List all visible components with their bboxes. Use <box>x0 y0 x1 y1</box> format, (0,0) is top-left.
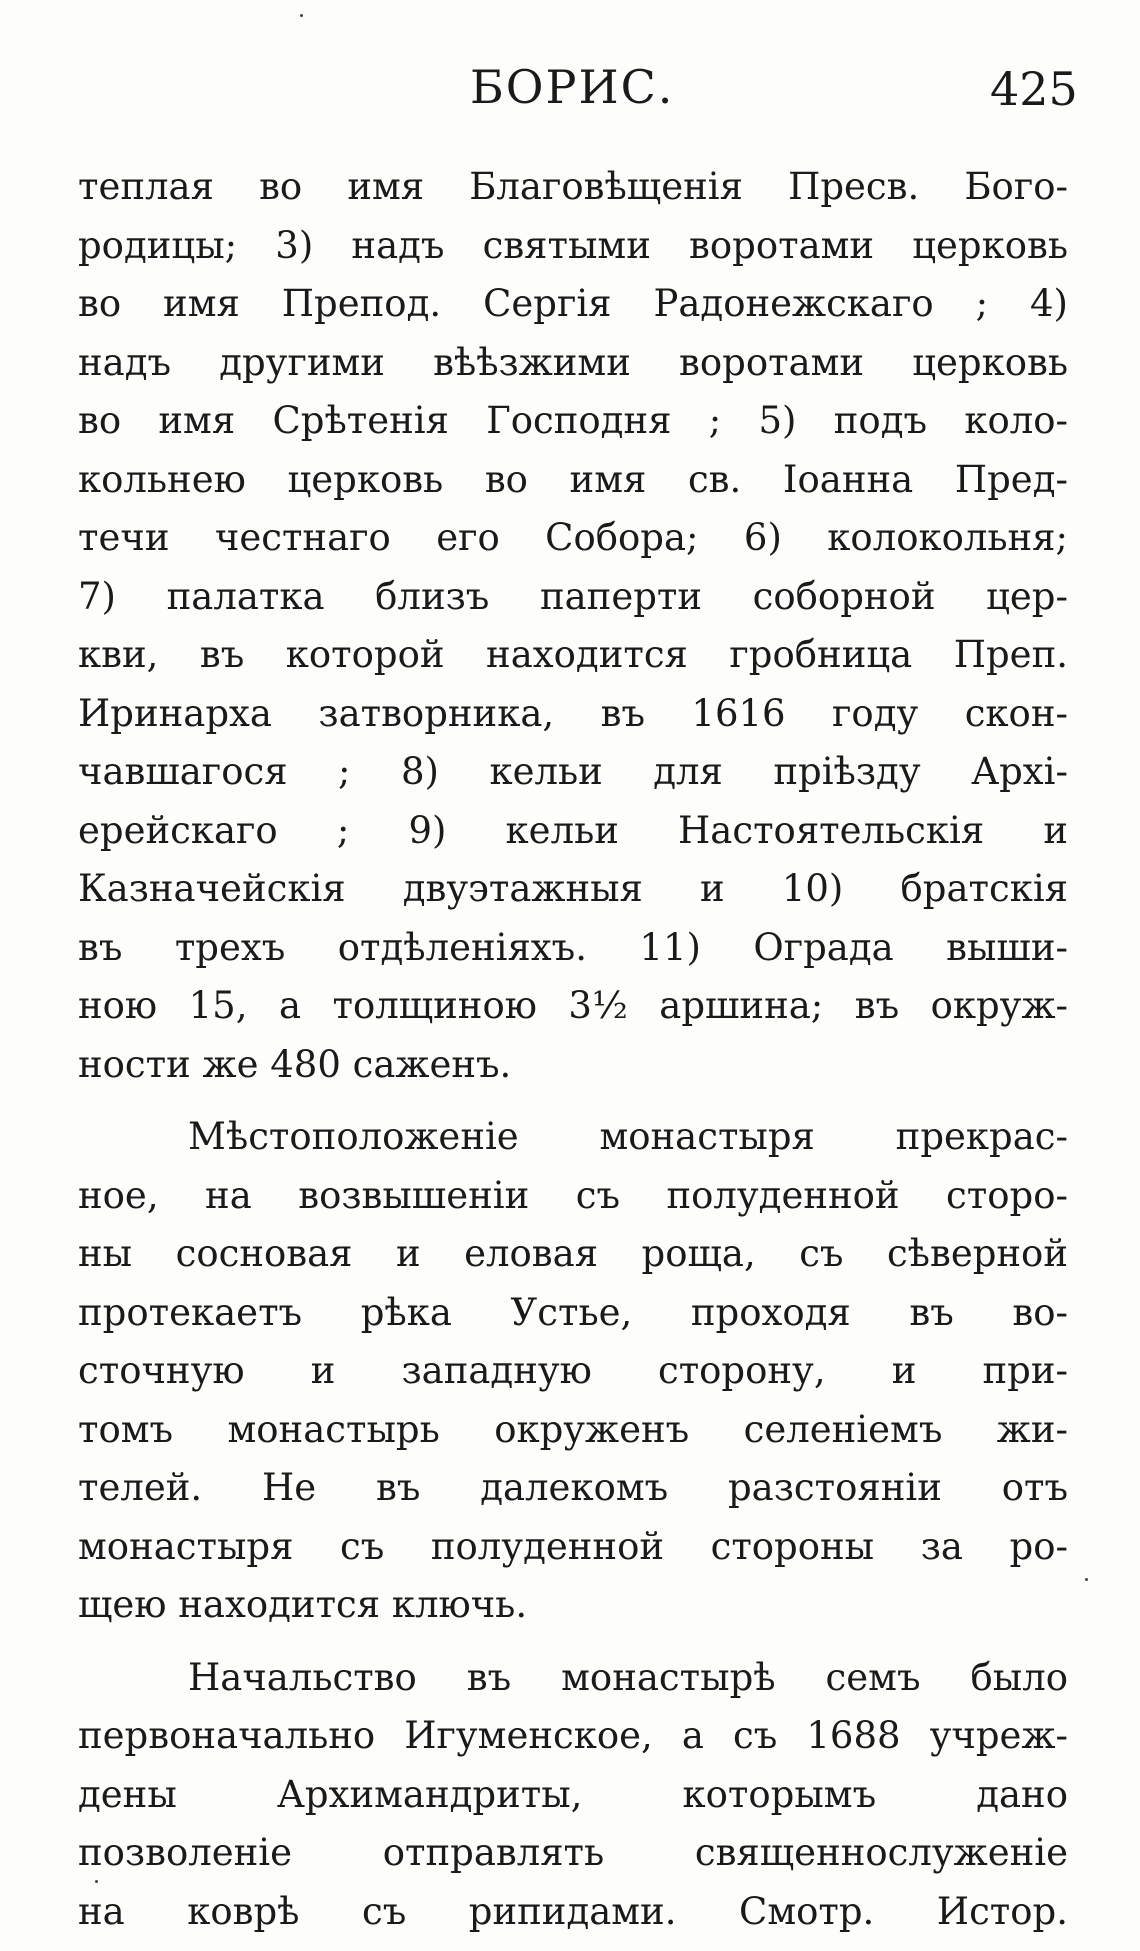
print-speck <box>95 1880 98 1883</box>
text-line: течи честнаго его Собора; 6) колокольня; <box>78 516 1068 559</box>
body-text <box>78 158 1068 1941</box>
running-title: БОРИС. <box>470 60 675 114</box>
text-line: во имя Срѣтенія Господня ; 5) подъ коло- <box>78 399 1068 442</box>
text-line: кольнею церковь во имя св. Іоанна Пред- <box>78 457 1068 501</box>
text-line: телей. Не въ далекомъ разстояніи отъ <box>78 1466 1068 1509</box>
text-line: сточную и западную сторону, и при- <box>78 1349 1068 1392</box>
print-speck <box>1085 1578 1088 1581</box>
text-line: ное, на возвышеніи съ полуденной сторо- <box>78 1173 1068 1217</box>
text-line: Казначейскія двуэтажныя и 10) братскія <box>78 867 1068 910</box>
text-line: кви, въ которой находится гробница Преп. <box>78 633 1068 676</box>
text-line: чавшагося ; 8) кельи для пріѣзду Архі- <box>78 750 1068 793</box>
text-line: на коврѣ съ рипидами. Смотр. Истор. <box>78 1889 1068 1933</box>
text-line: въ трехъ отдѣленіяхъ. 11) Ограда выши- <box>78 925 1068 969</box>
text-line: ны сосновая и еловая роща, съ сѣверной <box>78 1232 1068 1275</box>
text-line: теплая во имя Благовѣщенія Пресв. Бого- <box>78 165 1068 208</box>
text-line: во имя Препод. Сергія Радонежскаго ; 4) <box>78 282 1068 325</box>
text-line: дены Архимандриты, которымъ дано <box>78 1772 1068 1816</box>
paragraph-1 <box>78 158 1068 1094</box>
text-line: ерейскаго ; 9) кельи Настоятельскія и <box>78 808 1068 852</box>
text-line: протекаетъ рѣка Устье, проходя въ во- <box>78 1290 1068 1334</box>
text-line: первоначально Игуменское, а съ 1688 учреж- <box>78 1714 1068 1757</box>
text-line: монастыря съ полуденной стороны за ро- <box>78 1524 1068 1568</box>
text-line: Начальство въ монастырѣ семъ было <box>188 1655 1068 1699</box>
paragraph-3 <box>78 1649 1068 1942</box>
paragraph-2 <box>78 1108 1068 1635</box>
page-header <box>0 60 1140 130</box>
text-line: ною 15, а толщиною 3½ аршина; въ окруж- <box>78 984 1068 1027</box>
text-line: Иринарха затворника, въ 1616 году скон- <box>78 691 1068 735</box>
text-line: родицы; 3) надъ святыми воротами церковь <box>78 223 1068 267</box>
text-line: ности же 480 саженъ. <box>78 1042 512 1086</box>
print-speck <box>300 14 303 17</box>
text-line: позволеніе отправлять священнослуженіе <box>78 1831 1068 1874</box>
text-line: томъ монастырь окруженъ селеніемъ жи- <box>78 1407 1068 1451</box>
text-line: Мѣстоположеніе монастыря прекрас- <box>188 1115 1068 1158</box>
text-line: 7) палатка близъ паперти соборной цер- <box>78 574 1068 618</box>
text-line: щею находится ключь. <box>78 1583 528 1626</box>
text-line: надъ другими вѣѣзжими воротами церковь <box>78 340 1068 384</box>
page-number: 425 <box>990 62 1078 116</box>
